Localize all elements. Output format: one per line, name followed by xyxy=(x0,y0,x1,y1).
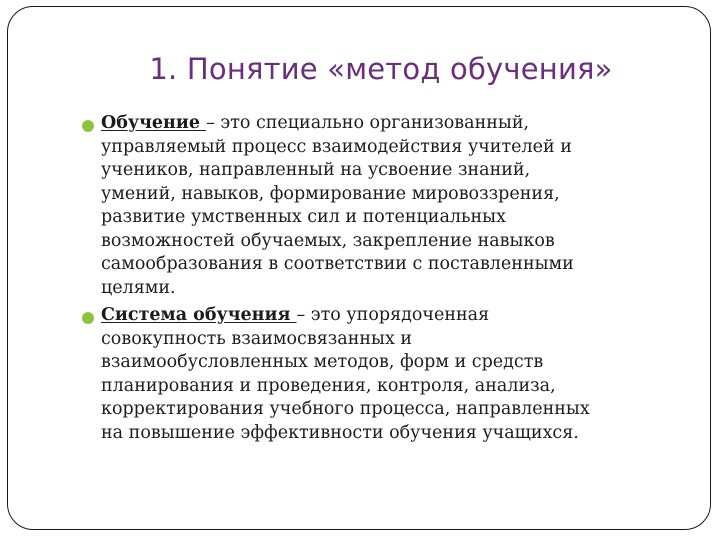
bullet-line: возможностей обучаемых, закрепление навыков xyxy=(101,230,555,251)
bullet-line: взаимообусловленных методов, форм и средств xyxy=(101,352,544,372)
bullet-line: развитие умственных сил и потенциальных xyxy=(101,207,506,227)
bullet-term: Обучение xyxy=(101,113,207,133)
bullet-line: на повышение эффективности обучения учащихся. xyxy=(101,422,579,443)
bullet-line: умений, навыков, формирование мировоззрения, xyxy=(101,183,560,204)
bullet-line-text: – это упорядоченная xyxy=(296,305,490,325)
bullet-line xyxy=(101,304,692,328)
bullet-line: совокупность взаимосвязанных и xyxy=(101,328,413,349)
bullet-text xyxy=(101,304,692,445)
bullet-text xyxy=(101,112,692,300)
bullet-line: самообразования в соответствии с поставленными xyxy=(101,254,574,274)
bullet-line: учеников, направленный на усвоение знаний, xyxy=(101,160,531,180)
bullet-line-text: – это специально организованный, xyxy=(206,113,530,133)
bullet-line: управляемый процесс взаимодействия учителей и xyxy=(101,136,572,157)
bullet-item-obuchenie xyxy=(82,112,692,300)
bullet-item-sistema-obucheniya xyxy=(82,304,692,445)
slide-title: 1. Понятие «метод обучения» xyxy=(149,52,613,86)
bullet-term: Система обучения xyxy=(101,305,297,325)
slide-content xyxy=(82,112,692,449)
bullet-dot-icon xyxy=(82,312,94,324)
bullet-line: корректирования учебного процесса, направленных xyxy=(101,399,590,419)
bullet-dot-icon xyxy=(82,120,94,132)
bullet-line: планирования и проведения, контроля, анализа, xyxy=(101,375,556,396)
bullet-line xyxy=(101,112,692,136)
bullet-line: целями. xyxy=(101,277,176,298)
